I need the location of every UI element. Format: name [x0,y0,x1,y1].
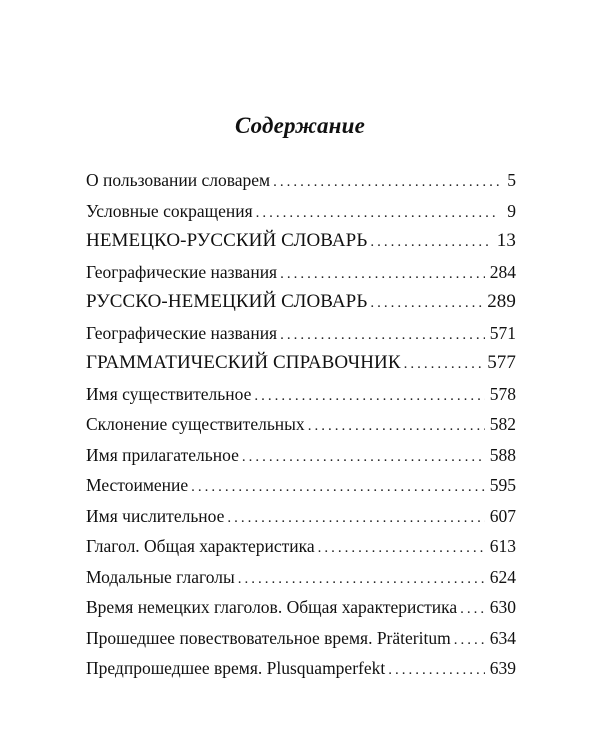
dot-leader [242,442,485,473]
toc-section-entry [86,226,516,257]
toc-entry [86,318,516,349]
toc-entry-title: РУССКО-НЕМЕЦКИЙ СЛОВАРЬ [86,291,368,312]
toc-entry-page-number: 9 [507,200,516,221]
toc-entry-page-number: 13 [496,230,516,251]
dot-leader [404,349,483,380]
toc-entry [86,653,516,684]
dot-leader [191,472,485,503]
toc-entry-title: Условные сокращения [86,200,253,221]
toc-section-entry [86,287,516,318]
toc-entry [86,440,516,471]
toc-entry-page-number: 624 [489,566,516,587]
dot-leader [227,503,484,534]
dot-leader [370,288,482,319]
page-title: Содержание [234,113,366,138]
toc-entry-page-number: 613 [489,536,516,556]
toc-entry [86,409,516,440]
dot-leader [370,227,491,258]
toc-entry-page-number: 577 [487,352,516,373]
toc-entry-title: Время немецких глаголов. Общая характеристика [86,597,458,617]
toc-entry-title: Имя существительное [86,383,252,404]
dot-leader [254,381,484,412]
toc-entry-title: Предпрошедшее время. Plusquamperfekt [86,658,386,678]
toc-entry-title: Местоимение [86,475,189,495]
dot-leader [308,411,485,442]
toc-entry-page-number: 289 [487,291,516,312]
toc-entry [86,257,516,288]
dot-leader [388,655,485,686]
toc-section-entry [86,348,516,379]
toc-entry [86,592,516,623]
toc-entry-title: Модальные глаголы [86,566,235,587]
toc-entry-page-number: 571 [489,322,516,343]
toc-entry [86,196,516,227]
toc-entry [86,470,516,501]
toc-entry-page-number: 578 [489,383,516,404]
toc-entry [86,379,516,410]
dot-leader [238,564,485,595]
dot-leader [318,533,485,564]
toc-entry-title: НЕМЕЦКО-РУССКИЙ СЛОВАРЬ [86,230,368,251]
toc-entry-page-number: 582 [489,414,516,434]
toc-entry [86,623,516,654]
toc-entry-title: Прошедшее повествовательное время. Präteritum [86,627,451,648]
table-of-contents [86,165,516,684]
toc-entry [86,531,516,562]
dot-leader [280,320,485,351]
dot-leader [273,167,499,198]
toc-entry-page-number: 639 [489,658,516,678]
toc-entry [86,501,516,532]
toc-entry-title: Имя числительное [86,505,225,526]
toc-entry-title: Географические названия [86,322,278,343]
toc-entry-page-number: 595 [489,475,516,495]
dot-leader [454,625,485,656]
toc-entry-page-number: 630 [489,597,516,617]
dot-leader [256,198,499,229]
toc-entry-title: Глагол. Общая характеристика [86,536,315,556]
toc-entry-title: Географические названия [86,261,278,282]
toc-entry [86,165,516,196]
toc-entry-title: О пользовании словарем [86,170,271,190]
toc-entry-title: ГРАММАТИЧЕСКИЙ СПРАВОЧНИК [86,352,401,373]
toc-entry-page-number: 607 [489,505,516,526]
toc-entry-title: Имя прилагательное [86,444,239,465]
toc-entry-page-number: 588 [489,444,516,465]
toc-entry-page-number: 284 [489,261,516,282]
toc-entry-page-number: 5 [507,170,516,190]
dot-leader [280,259,485,290]
dot-leader [460,594,485,625]
toc-entry [86,562,516,593]
toc-entry-title: Склонение существительных [86,414,305,434]
toc-entry-page-number: 634 [489,627,516,648]
